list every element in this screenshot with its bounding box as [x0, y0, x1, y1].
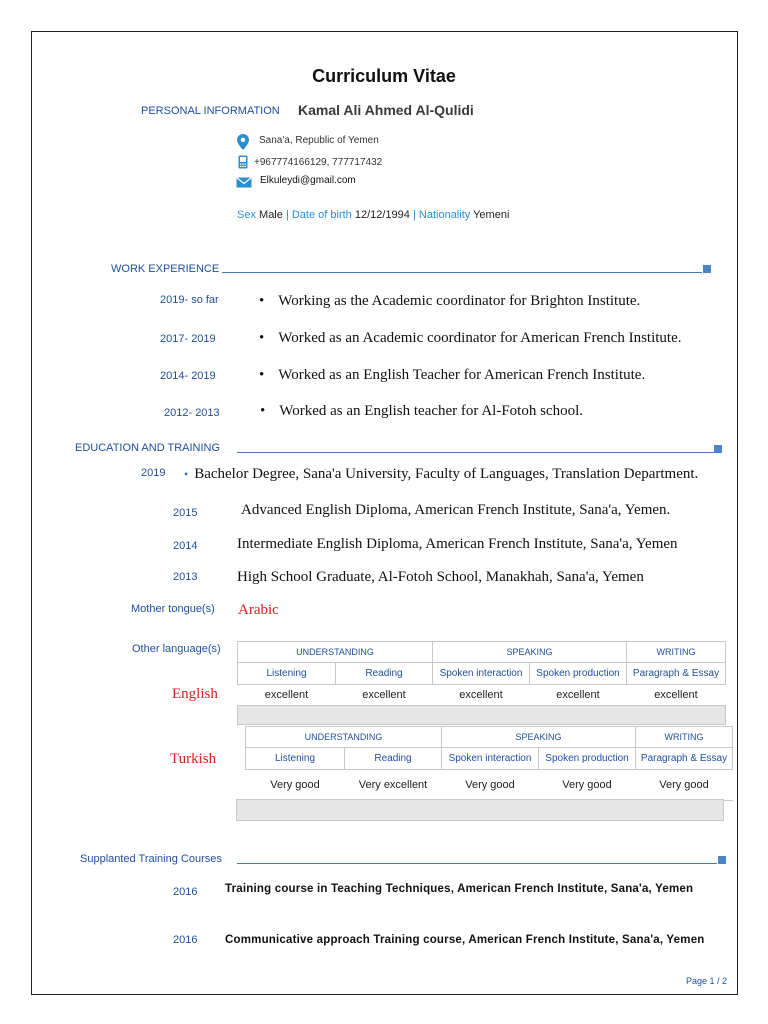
paragraph-essay-subheader: Paragraph & Essay: [636, 748, 733, 770]
work-period: 2019- so far: [160, 294, 219, 306]
writing-header: WRITING: [627, 642, 726, 663]
location-pin-icon: [237, 134, 249, 150]
section-marker: [714, 445, 722, 453]
mother-tongue-value: Arabic: [238, 602, 279, 618]
dob-value: 12/12/1994: [354, 209, 410, 221]
understanding-header: UNDERSTANDING: [246, 727, 442, 748]
bullet: •: [184, 467, 189, 481]
bullet: •: [259, 330, 265, 346]
separator: |: [285, 209, 289, 221]
sex-label: Sex: [237, 209, 256, 221]
training-item: Training course in Teaching Techniques, American French Institute, Sana'a, Yemen: [225, 883, 694, 895]
education-item: High School Graduate, Al-Fotoh School, Manakhah, Sana'a, Yemen: [237, 569, 644, 585]
spoken-production-subheader: Spoken production: [539, 748, 636, 770]
turkish-language-name: Turkish: [170, 751, 217, 767]
spoken-production-subheader: Spoken production: [530, 663, 627, 685]
training-year: 2016: [173, 886, 198, 898]
training-year: 2016: [173, 934, 198, 946]
work-item: • Worked as an Academic coordinator for American French Institute.: [259, 330, 682, 346]
turkish-spoken-production: Very good: [539, 770, 636, 801]
work-item: • Worked as an English Teacher for American French Institute.: [259, 367, 646, 383]
full-name: Kamal Ali Ahmed Al-Qulidi: [298, 102, 474, 118]
turkish-spoken-interaction: Very good: [442, 770, 539, 801]
other-languages-label: Other language(s): [132, 643, 221, 655]
education-year: 2013: [173, 571, 198, 583]
work-period: 2017- 2019: [160, 333, 216, 345]
reading-subheader: Reading: [345, 748, 442, 770]
bullet: •: [259, 367, 265, 383]
reading-subheader: Reading: [336, 663, 433, 685]
english-writing: excellent: [627, 685, 726, 706]
english-language-name: English: [172, 686, 218, 702]
training-heading: Supplanted Training Courses: [80, 853, 222, 865]
english-language-table: [237, 641, 726, 725]
work-item: • Working as the Academic coordinator for Brighton Institute.: [259, 293, 641, 309]
spoken-interaction-subheader: Spoken interaction: [433, 663, 530, 685]
page-title: Curriculum Vitae: [312, 66, 456, 86]
writing-header: WRITING: [636, 727, 733, 748]
spoken-interaction-subheader: Spoken interaction: [442, 748, 539, 770]
email-icon: [236, 177, 252, 188]
bullet: •: [260, 403, 266, 419]
listening-subheader: Listening: [246, 748, 345, 770]
personal-info-label: PERSONAL INFORMATION: [141, 105, 280, 117]
page-number: Page 1 / 2: [686, 976, 728, 986]
phone-text: +967774166129, 777717432: [254, 157, 383, 168]
english-spoken-interaction: excellent: [433, 685, 530, 706]
section-marker: [703, 265, 711, 273]
education-heading: EDUCATION AND TRAINING: [75, 442, 221, 454]
turkish-reading: Very excellent: [345, 770, 442, 801]
speaking-header: SPEAKING: [442, 727, 636, 748]
email-text[interactable]: Elkuleydi@gmail.com: [260, 175, 356, 186]
education-year: 2019: [141, 467, 166, 479]
work-period: 2014- 2019: [160, 370, 216, 382]
education-item: Intermediate English Diploma, American French Institute, Sana'a, Yemen: [237, 536, 678, 552]
bullet: •: [259, 293, 265, 309]
listening-subheader: Listening: [238, 663, 336, 685]
nationality-value: Yemeni: [473, 209, 510, 221]
address-text: Sana'a, Republic of Yemen: [259, 135, 379, 146]
personal-details-line: [237, 209, 509, 221]
education-item: • Bachelor Degree, Sana'a University, Faculty of Languages, Translation Department.: [184, 466, 699, 482]
table-spacer: [238, 706, 726, 725]
turkish-listening: Very good: [246, 770, 345, 801]
nationality-label: Nationality: [418, 209, 471, 221]
section-rule: [237, 863, 717, 864]
mother-tongue-label: Mother tongue(s): [131, 603, 215, 615]
paragraph-essay-subheader: Paragraph & Essay: [627, 663, 726, 685]
turkish-language-table: [245, 726, 733, 801]
education-year: 2014: [173, 540, 198, 552]
english-reading: excellent: [336, 685, 433, 706]
phone-icon: [238, 155, 248, 169]
education-item: Advanced English Diploma, American French Institute, Sana'a, Yemen.: [241, 502, 671, 518]
work-period: 2012- 2013: [164, 407, 220, 419]
dob-label: Date of birth: [291, 209, 352, 221]
understanding-header: UNDERSTANDING: [238, 642, 433, 663]
english-spoken-production: excellent: [530, 685, 627, 706]
section-rule: [237, 452, 714, 453]
section-marker: [718, 856, 726, 864]
section-rule: [222, 272, 702, 273]
turkish-writing: Very good: [636, 770, 733, 801]
separator: |: [412, 209, 416, 221]
training-item: Communicative approach Training course, American French Institute, Sana'a, Yemen: [225, 934, 705, 946]
education-year: 2015: [173, 507, 198, 519]
speaking-header: SPEAKING: [433, 642, 627, 663]
table-spacer: [236, 799, 724, 821]
sex-value: Male: [259, 209, 283, 221]
english-listening: excellent: [238, 685, 336, 706]
work-experience-heading: WORK EXPERIENCE: [111, 263, 220, 275]
work-item: • Worked as an English teacher for Al-Fotoh school.: [260, 403, 583, 419]
